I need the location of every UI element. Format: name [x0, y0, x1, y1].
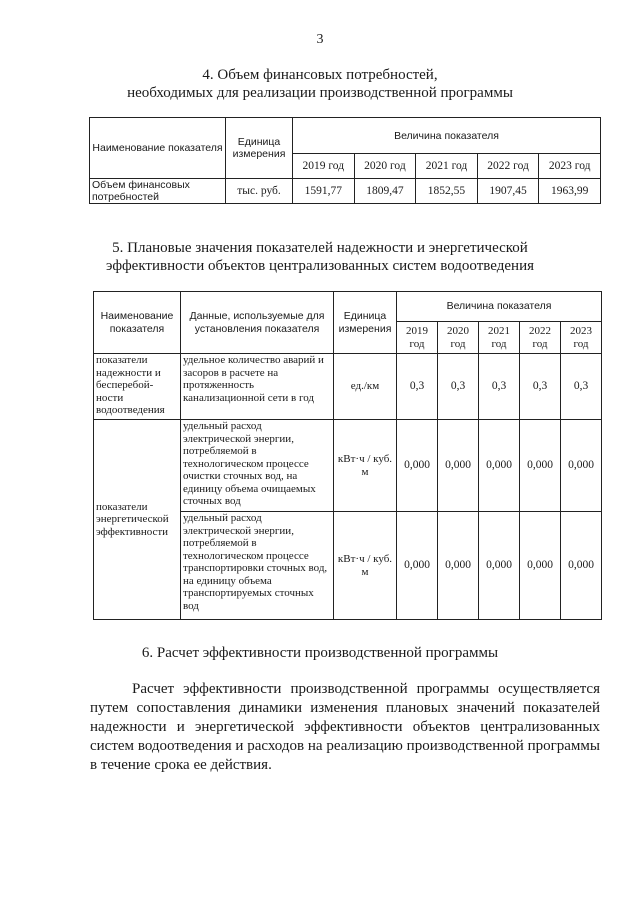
table-row [94, 420, 602, 512]
section-4-title-line2: необходимых для реализации производственной программы [127, 85, 513, 101]
row-value: 1591,77 [293, 179, 355, 204]
header-name: Наименование показателя [94, 292, 181, 354]
row-value: 0,3 [479, 354, 520, 420]
indicators-table [93, 291, 602, 620]
row-unit: кВт·ч / куб. м [334, 512, 397, 620]
header-year: 2021 год [479, 322, 520, 354]
row-value: 0,000 [520, 512, 561, 620]
efficiency-paragraph: Расчет эффективности производственной программы осуществляется путем сопоставления динамики изменения плановых значений показателей надежности и энергетической эффективности объектов централизованных систем водоотведения и расходов на реализацию производственной программы в течение срока ее действия. [90, 681, 600, 773]
header-year: 2021 год [416, 154, 478, 179]
row-description: удельный расход электрической энергии, потребляемой в технологическом процессе очистки сточных вод, на единицу объема очищаемых сточных вод [181, 420, 334, 512]
financial-needs-table [89, 117, 601, 204]
row-value: 0,3 [520, 354, 561, 420]
table-row [90, 179, 601, 204]
section-5-heading [0, 239, 640, 275]
row-group: показатели надежности и бесперебой-ности водоотведения [94, 354, 181, 420]
page-number: 3 [316, 32, 324, 47]
row-value: 0,000 [479, 420, 520, 512]
row-value: 0,3 [561, 354, 602, 420]
header-year: 2023 год [561, 322, 602, 354]
header-year: 2022 год [477, 154, 539, 179]
row-unit: кВт·ч / куб. м [334, 420, 397, 512]
section-4-title-line1: 4. Объем финансовых потребностей, [202, 67, 438, 83]
section-4-heading [0, 66, 640, 102]
row-value: 0,000 [438, 420, 479, 512]
row-value: 1963,99 [539, 179, 601, 204]
header-unit: Единица измерения [226, 118, 293, 179]
row-unit: ед./км [334, 354, 397, 420]
row-name: Объем финансовых потребностей [90, 179, 226, 204]
row-value: 0,000 [479, 512, 520, 620]
header-year: 2019 год [293, 154, 355, 179]
header-year: 2019 год [397, 322, 438, 354]
header-year: 2020 год [438, 322, 479, 354]
row-value: 1907,45 [477, 179, 539, 204]
row-value: 0,3 [438, 354, 479, 420]
row-value: 1809,47 [354, 179, 416, 204]
header-name: Наименование показателя [90, 118, 226, 179]
section-5-title-line1: 5. Плановые значения показателей надежности и энергетической [112, 240, 528, 256]
row-value: 0,000 [397, 420, 438, 512]
row-value: 0,3 [397, 354, 438, 420]
section-5-title-line2: эффективности объектов централизованных систем водоотведения [105, 258, 534, 274]
header-value: Величина показателя [293, 118, 601, 154]
row-unit: тыс. руб. [226, 179, 293, 204]
table-row [94, 354, 602, 420]
row-value: 0,000 [397, 512, 438, 620]
header-unit: Единица измерения [334, 292, 397, 354]
row-value: 0,000 [438, 512, 479, 620]
row-value: 0,000 [520, 420, 561, 512]
row-value: 0,000 [561, 420, 602, 512]
section-6-title: 6. Расчет эффективности производственной программы [141, 645, 499, 661]
row-description: удельное количество аварий и засоров в расчете на протяженность канализационной сети в год [181, 354, 334, 420]
header-data: Данные, используемые для установления показателя [181, 292, 334, 354]
header-year: 2023 год [539, 154, 601, 179]
header-year: 2022 год [520, 322, 561, 354]
row-group: показатели энергетической эффективности [94, 420, 181, 620]
row-value: 0,000 [561, 512, 602, 620]
row-description: удельный расход электрической энергии, потребляемой в технологическом процессе транспортировки сточных вод, на единицу объема транспортируемых сточных вод [181, 512, 334, 620]
header-value: Величина показателя [397, 292, 602, 322]
row-value: 1852,55 [416, 179, 478, 204]
header-year: 2020 год [354, 154, 416, 179]
